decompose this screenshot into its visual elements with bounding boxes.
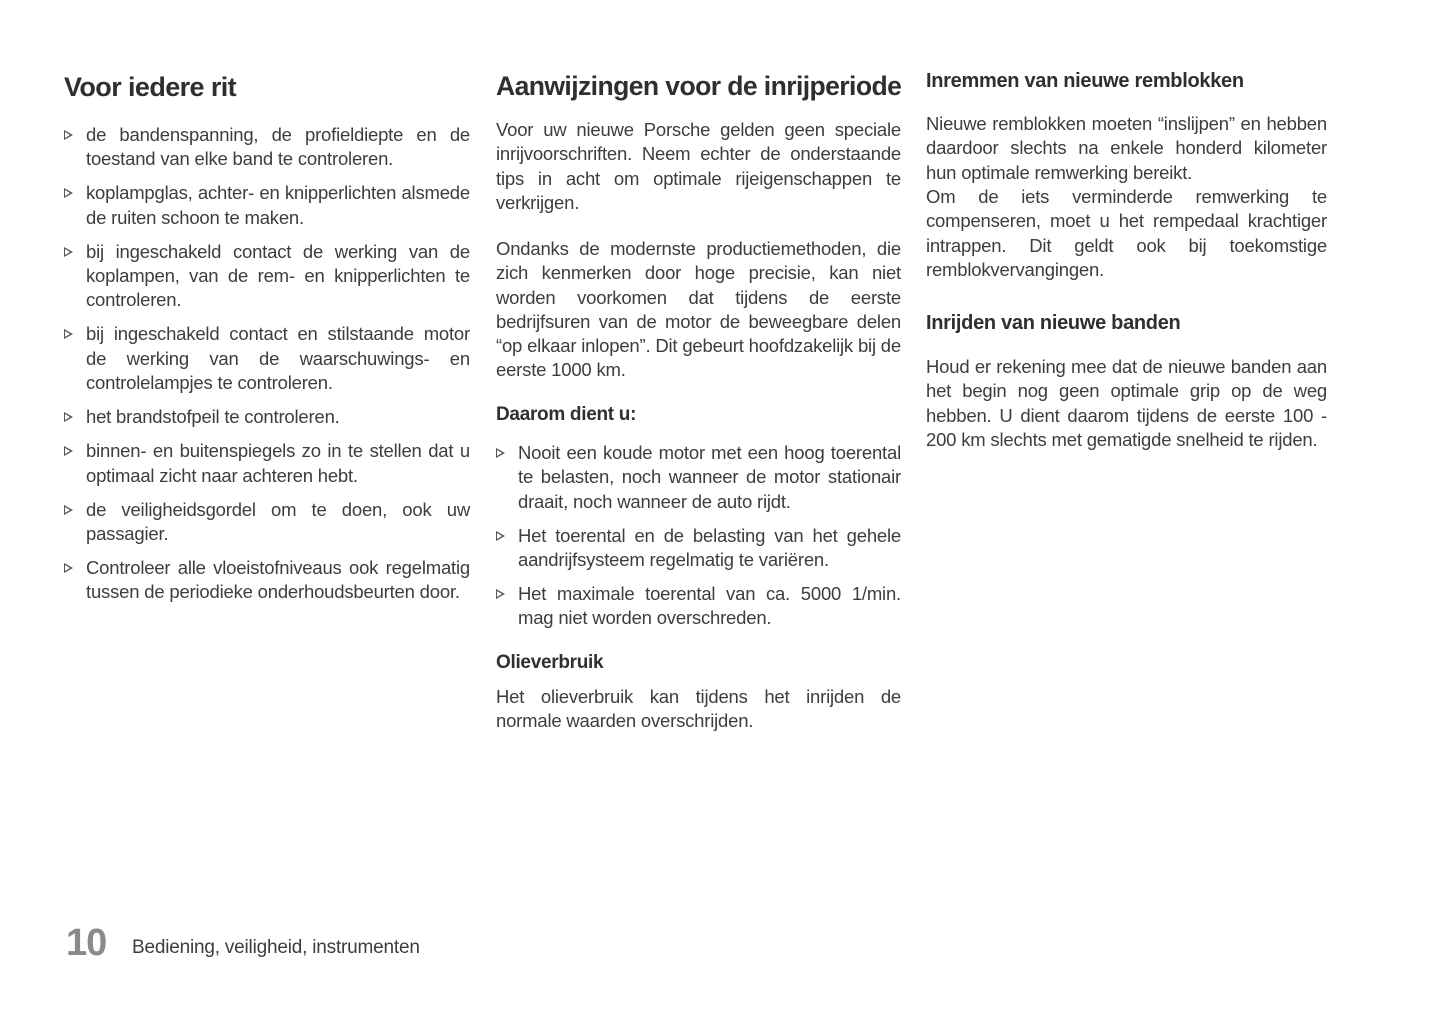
triangle-bullet-icon	[64, 130, 73, 140]
list-item: de bandenspanning, de profieldiepte en de toestand van elke band te controleren.	[64, 123, 470, 172]
triangle-bullet-icon	[64, 412, 73, 422]
triangle-bullet-icon	[496, 531, 505, 541]
tyres-paragraph: Houd er rekening mee dat de nieuwe banden aan het begin nog geen optimale grip op de weg hebben. U dient daarom tijdens de eerste 100 - 200 km slechts met gematigde snelheid te rijden.	[926, 356, 1327, 450]
heading-inrijperiode: Aanwijzingen voor de inrijperiode	[496, 71, 902, 101]
breakin-tips-list	[496, 441, 901, 640]
list-item: Nooit een koude motor met een hoog toerental te belasten, noch wanneer de motor stationair draait, noch wanneer de auto rijdt.	[496, 441, 901, 514]
list-item: bij ingeschakeld contact en stilstaande motor de werking van de waarschuwings- en controlelampjes te controleren.	[64, 322, 470, 395]
triangle-bullet-icon	[496, 448, 505, 458]
brake-compensation-paragraph: Om de iets verminderde remwerking te compenseren, moet u het rempedaal krachtiger intrappen. Dit geldt ook bij toekomstige remblokvervangingen.	[926, 186, 1327, 280]
heading-voor-iedere-rit: Voor iedere rit	[64, 72, 237, 102]
section-title: Bediening, veiligheid, instrumenten	[132, 937, 420, 958]
intro-paragraph: Voor uw nieuwe Porsche gelden geen speciale inrijvoorschriften. Neem echter de onderstaande tips in acht om optimale rijeigenschappen te verkrijgen.	[496, 119, 901, 213]
heading-inremmen-remblokken: Inremmen van nieuwe remblokken	[926, 70, 1244, 92]
list-item: koplampglas, achter- en knipperlichten alsmede de ruiten schoon te maken.	[64, 181, 470, 230]
list-item: Het toerental en de belasting van het gehele aandrijfsysteem regelmatig te variëren.	[496, 524, 901, 573]
triangle-bullet-icon	[64, 329, 73, 339]
checklist	[64, 123, 470, 614]
production-paragraph: Ondanks de modernste productiemethoden, die zich kenmerken door hoge precisie, kan niet worden voorkomen dat tijdens de eerste bedrijfsuren van de motor de beweegbare delen “op elkaar inlopen”. Dit gebeurt hoofdzakelijk bij de eerste 1000 km.	[496, 238, 901, 381]
brake-pads-paragraph: Nieuwe remblokken moeten “inslijpen” en hebben daardoor slechts na enkele honderd kilometer hun optimale remwerking bereikt.	[926, 113, 1327, 183]
page-number: 10	[66, 922, 107, 964]
list-item: het brandstofpeil te controleren.	[64, 405, 470, 429]
heading-inrijden-banden: Inrijden van nieuwe banden	[926, 312, 1181, 334]
triangle-bullet-icon	[64, 505, 73, 515]
list-item: Het maximale toerental van ca. 5000 1/min. mag niet worden overschreden.	[496, 582, 901, 631]
triangle-bullet-icon	[64, 188, 73, 198]
oil-paragraph: Het olieverbruik kan tijdens het inrijden de normale waarden overschrijden.	[496, 686, 901, 732]
list-item: de veiligheidsgordel om te doen, ook uw passagier.	[64, 498, 470, 547]
list-item: Controleer alle vloeistofniveaus ook regelmatig tussen de periodieke onderhoudsbeurten door.	[64, 556, 470, 605]
subheading-olieverbruik: Olieverbruik	[496, 652, 604, 673]
triangle-bullet-icon	[496, 589, 505, 599]
list-item: binnen- en buitenspiegels zo in te stellen dat u optimaal zicht naar achteren hebt.	[64, 439, 470, 488]
triangle-bullet-icon	[64, 563, 73, 573]
triangle-bullet-icon	[64, 446, 73, 456]
list-item: bij ingeschakeld contact de werking van de koplampen, van de rem- en knipperlichten te controleren.	[64, 240, 470, 313]
subheading-daarom-dient-u: Daarom dient u:	[496, 404, 637, 425]
triangle-bullet-icon	[64, 247, 73, 257]
